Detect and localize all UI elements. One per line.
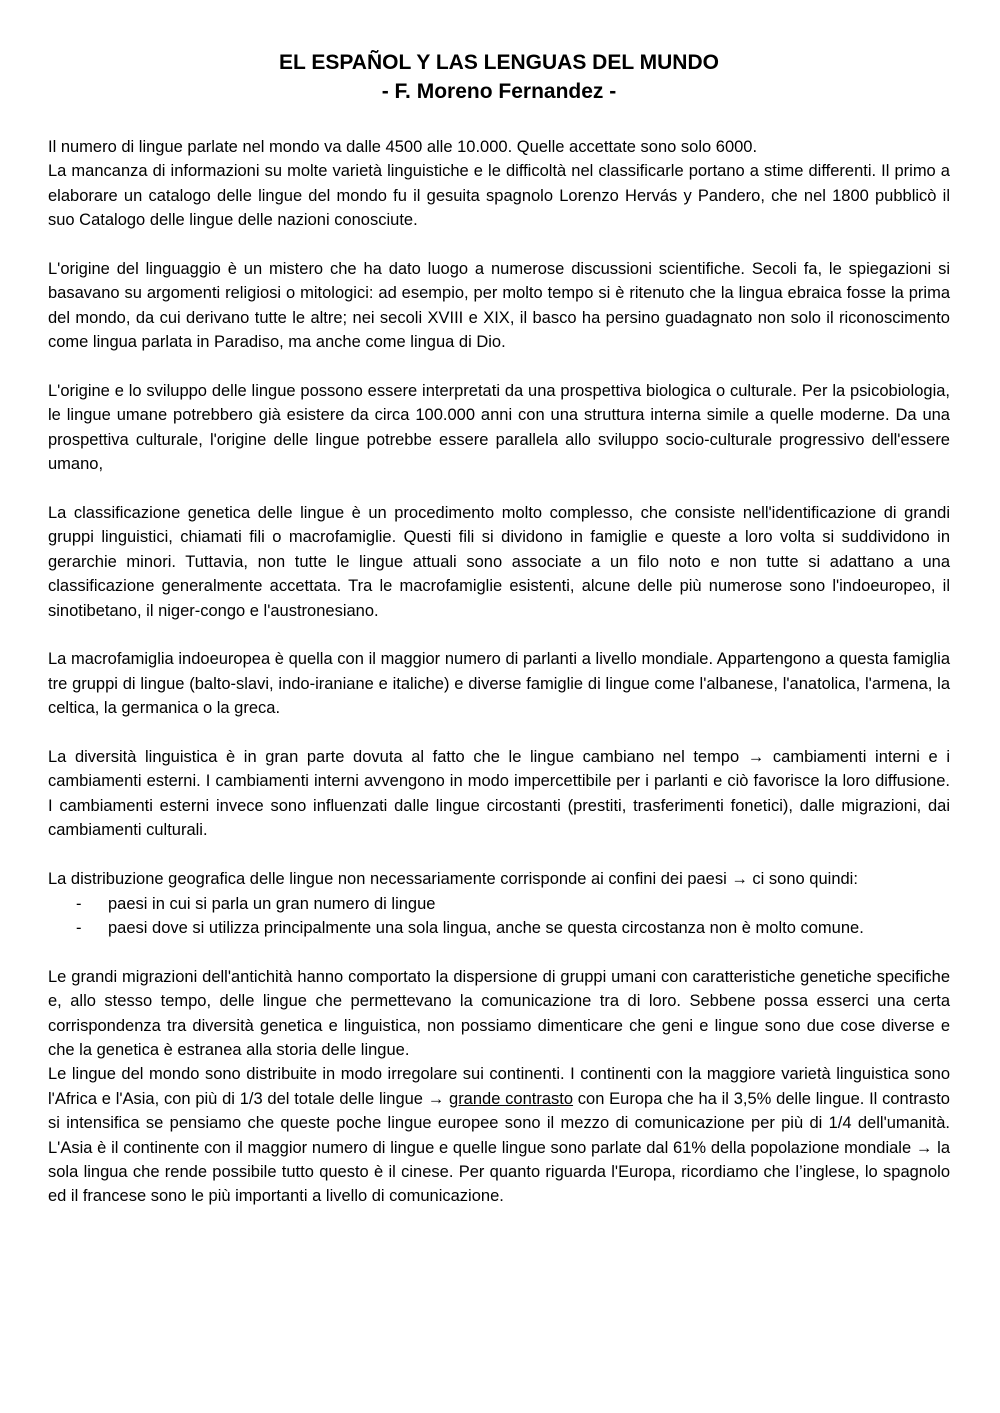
list-item-text: paesi dove si utilizza principalmente una sola lingua, anche se questa circostanza non è molto comune. xyxy=(108,918,864,937)
paragraph-genetic-classification: La classificazione genetica delle lingue è un procedimento molto complesso, che consiste nell'identificazione di grandi gruppi linguistici, chiamati fili o macrofamiglie. Questi fili si dividono in famiglie e queste a loro volta si suddividono in gerarchie minori. Tuttavia, non tutte le lingue attuali sono associate a un filo noto e non tutte si adattano a una classificazione generalmente accettata. Tra le macrofamiglie esistenti, alcune delle più numerose sono l'indoeuropeo, il sinotibetano, il niger-congo e l'austronesiano. xyxy=(48,504,950,620)
paragraph-indoeuropean: La macrofamiglia indoeuropea è quella con il maggior numero di parlanti a livello mondiale. Appartengono a questa famiglia tre gruppi di lingue (balto-slavi, indo-iraniane e italiche) e diverse famiglie di lingue come l'albanese, l'anatolica, l'armena, la celtica, la germanica o la greca. xyxy=(48,650,950,718)
paragraph-linguistic-diversity: La diversità linguistica è in gran parte dovuta al fatto che le lingue cambiano nel tempo → cambiamenti interni e i cambiamenti esterni. I cambiamenti interni avvengono in modo impercettibile per i parlanti e ciò favorisce la loro diffusione. I cambiamenti esterni invece sono influenzati dalle lingue circostanti (prestiti, trasferimenti fonetici), dalle migrazioni, dai cambiamenti culturali. xyxy=(48,748,950,840)
country-types-list xyxy=(48,892,950,941)
list-bullet: - xyxy=(76,894,82,913)
paragraph-language-count: Il numero di lingue parlate nel mondo va dalle 4500 alle 10.000. Quelle accettate sono solo 6000. xyxy=(48,138,758,156)
list-item xyxy=(48,916,950,940)
document-title-block xyxy=(48,48,950,106)
paragraph-geographic-distribution: La distribuzione geografica delle lingue non necessariamente corrisponde ai confini dei paesi → ci sono quindi: xyxy=(48,870,858,889)
list-item-text: paesi in cui si parla un gran numero di lingue xyxy=(108,894,436,913)
document-page xyxy=(48,48,950,1233)
underlined-phrase: grande contrasto xyxy=(449,1089,574,1108)
document-author: - F. Moreno Fernandez - xyxy=(381,80,617,103)
continent-text-end: con Europa che ha il 3,5% delle lingue. Il contrasto si intensifica se pensiamo che queste poche lingue europee sono il mezzo di comunicazione per più di 1/4 dell'umanità. L'Asia è il continente con il maggior numero di lingue e quelle lingue sono parlate dal 61% della popolazione mondiale → la sola lingua che rende possibile tutto questo è il cinese. Per quanto riguarda l'Europa, ricordiamo che l’inglese, lo spagnolo ed il francese sono le più importanti a livello di comunicazione. xyxy=(48,1089,950,1206)
paragraph-origin-mystery: L'origine del linguaggio è un mistero che ha dato luogo a numerose discussioni scientifiche. Secoli fa, le spiegazioni si basavano su argomenti religiosi o mitologici: ad esempio, per molto tempo si è ritenuto che la lingua ebraica fosse la prima del mondo, da cui derivano tutte le altre; nei secoli XVIII e XIX, il basco ha persino guadagnato non solo il riconoscimento come lingua parlata in Paradiso, ma anche come lingua di Dio. xyxy=(48,260,950,352)
document-body xyxy=(48,135,950,1209)
paragraph-origin-development: L'origine e lo sviluppo delle lingue possono essere interpretati da una prospettiva biologica o culturale. Per la psicobiologia, le lingue umane potrebbero già esistere da circa 100.000 anni con una struttura interna simile a quelle moderne. Da una prospettiva culturale, l'origine delle lingue potrebbe essere parallela allo sviluppo socio-culturale progressivo dell'essere umano, xyxy=(48,382,950,474)
document-title: EL ESPAÑOL Y LAS LENGUAS DEL MUNDO xyxy=(279,51,719,74)
continent-text-start: Le lingue del mondo sono distribuite in modo irregolare sui continenti. I continenti con la maggiore varietà linguistica sono l'Africa e l'Asia, con più di 1/3 del totale delle lingue → xyxy=(48,1065,950,1108)
list-bullet: - xyxy=(76,918,82,937)
paragraph-catalog: La mancanza di informazioni su molte varietà linguistiche e le difficoltà nel classificarle portano a stime differenti. Il primo a elaborare un catalogo delle lingue del mondo fu il gesuita spagnolo Lorenzo Hervás y Pandero, che nel 1800 pubblicò il suo Catalogo delle lingue delle nazioni conosciute. xyxy=(48,162,950,230)
paragraph-migrations: Le grandi migrazioni dell'antichità hanno comportato la dispersione di gruppi umani con caratteristiche genetiche specifiche e, allo stesso tempo, delle lingue che permettevano la comunicazione tra di loro. Sebbene possa esserci una certa corrispondenza tra diversità genetica e linguistica, non possiamo dimenticare che geni e lingue sono due cose diverse e che la genetica è estranea alla storia delle lingue. xyxy=(48,967,950,1059)
paragraph-continent-distribution xyxy=(48,1062,950,1208)
list-item xyxy=(48,892,950,916)
